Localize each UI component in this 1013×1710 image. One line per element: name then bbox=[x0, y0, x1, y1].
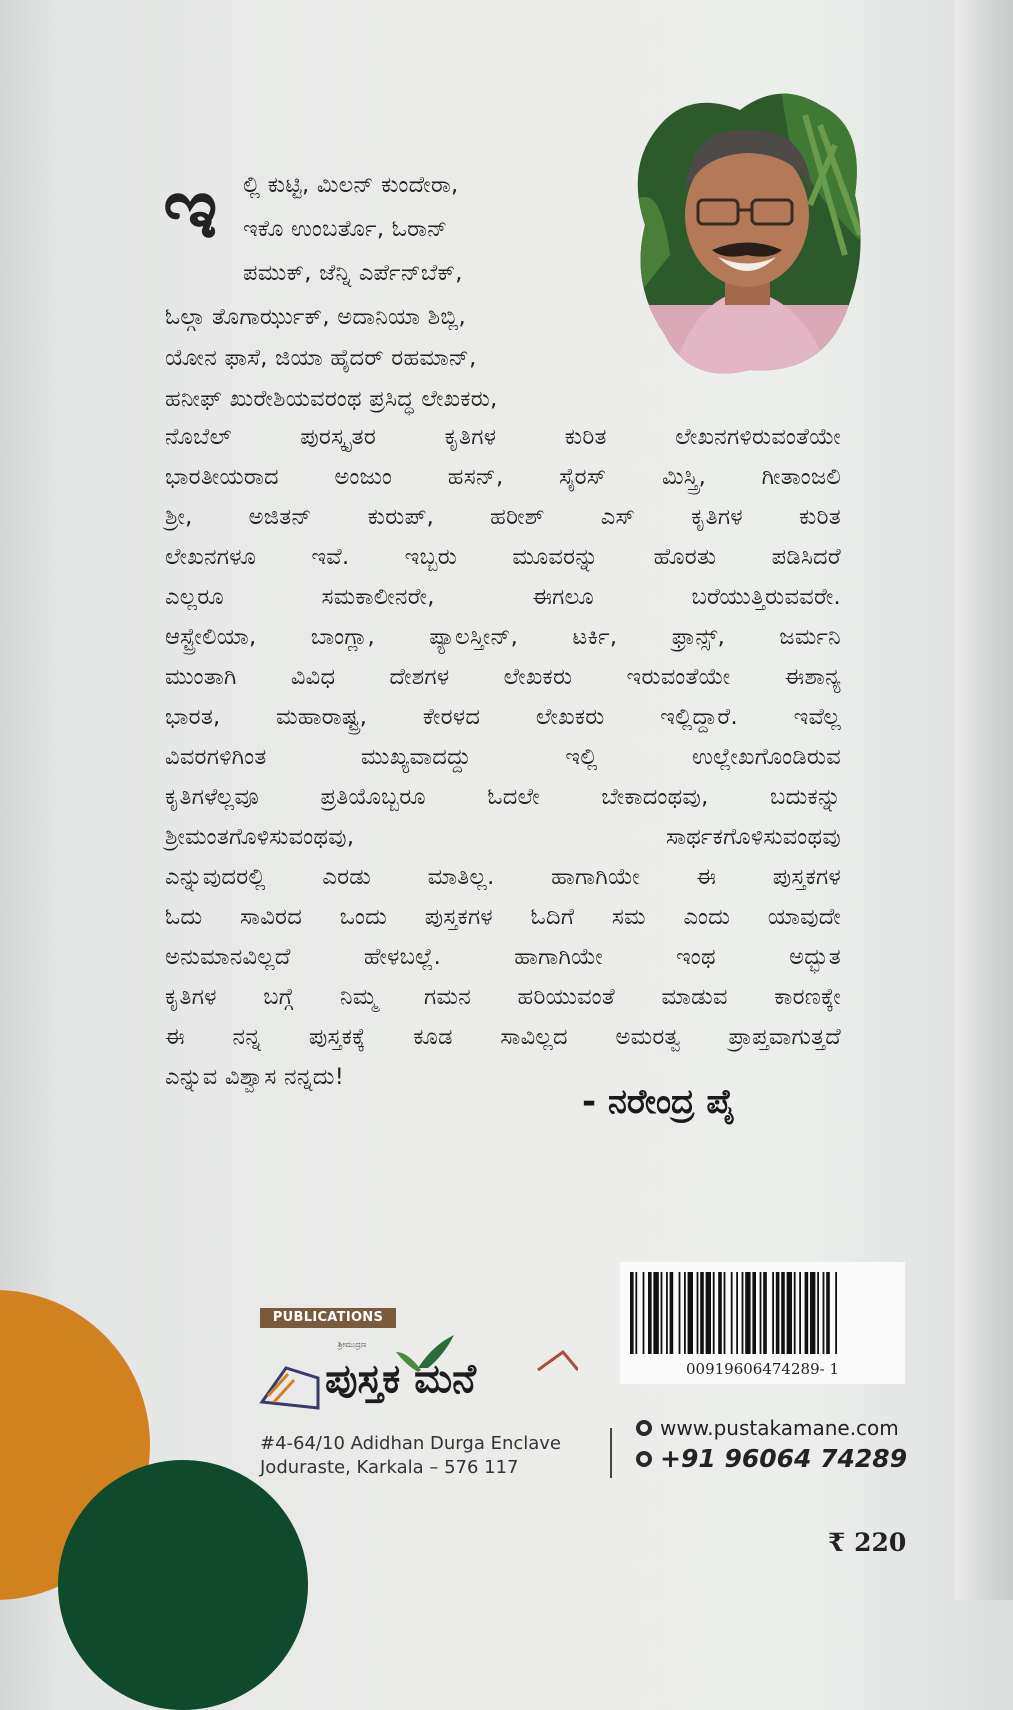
blurb-line: ನೊಬೆಲ್ ಪುರಸ್ಕೃತರ ಕೃತಿಗಳ ಕುರಿತ ಲೇಖನಗಳಿರುವಂತೆಯೇ bbox=[165, 424, 841, 450]
blurb-line: ಓದು ಸಾವಿರದ ಒಂದು ಪುಸ್ತಕಗಳ ಓದಿಗೆ ಸಮ ಎಂದು ಯಾವುದೇ bbox=[165, 904, 841, 930]
blurb-line: ವಿವರಗಳಿಗಿಂತ ಮುಖ್ಯವಾದದ್ದು ಇಲ್ಲಿ ಉಲ್ಲೇಖಗೊಂಡಿರುವ bbox=[165, 744, 841, 770]
blurb-line: ಈ ನನ್ನ ಪುಸ್ತಕಕ್ಕೆ ಕೂಡ ಸಾವಿಲ್ಲದ ಅಮರತ್ವ ಪ್ರಾಪ್ತವಾಗುತ್ತದೆ bbox=[165, 1024, 841, 1050]
barcode-bar bbox=[799, 1272, 801, 1354]
barcode-bar bbox=[742, 1272, 744, 1354]
barcode-bar bbox=[697, 1272, 699, 1354]
barcode-bar bbox=[745, 1272, 750, 1354]
barcode-bar bbox=[700, 1272, 704, 1354]
blurb-line: ಎಲ್ಲರೂ ಸಮಕಾಲೀನರೇ, ಈಗಲೂ ಬರೆಯುತ್ತಿರುವವರೇ. bbox=[165, 584, 841, 610]
barcode-bar bbox=[630, 1272, 634, 1354]
blurb-line: ಕೃತಿಗಳ ಬಗ್ಗೆ ನಿಮ್ಮ ಗಮನ ಹರಿಯುವಂತೆ ಮಾಡುವ ಕಾರಣಕ್ಕೇ bbox=[165, 984, 841, 1010]
phone-text: +91 96064 74289 bbox=[660, 1444, 908, 1473]
barcode-bar bbox=[776, 1272, 780, 1354]
phone-contact bbox=[636, 1444, 907, 1473]
blurb-line: ಇಕೊ ಉಂಬರ್ತೊ, ಓರಾನ್ bbox=[243, 216, 448, 242]
barcode-bar bbox=[760, 1272, 762, 1354]
blurb-line: ಶ್ರೀಮಂತಗೊಳಿಸುವಂಥವು, ಸಾರ್ಥಕಗೊಳಿಸುವಂಥವು bbox=[165, 824, 841, 850]
barcode-bar bbox=[787, 1272, 792, 1354]
barcode-bar bbox=[724, 1272, 726, 1354]
barcode-bar bbox=[805, 1272, 809, 1354]
blurb-line: ಓಲ್ಗಾ ತೊಗಾರ್ಝುಕ್, ಅದಾನಿಯಾ ಶಿಬ್ಲಿ, bbox=[165, 304, 466, 330]
decorative-green-circle bbox=[58, 1460, 308, 1710]
barcode-bar bbox=[706, 1272, 711, 1354]
publisher-address bbox=[260, 1432, 561, 1480]
blurb-line: ಎನ್ನುವ ವಿಶ್ವಾಸ ನನ್ನದು! bbox=[165, 1064, 345, 1090]
barcode-bar bbox=[752, 1272, 756, 1354]
blurb-line: ಕೃತಿಗಳೆಲ್ಲವೂ ಪ್ರತಿಯೊಬ್ಬರೂ ಓದಲೇ ಬೇಕಾದಂಥವು, ಬದುಕನ್ನು bbox=[165, 784, 841, 810]
publisher-name: ಪುಸ್ತಕ ಮನೆ bbox=[325, 1356, 477, 1402]
publisher-tagline: ಶ್ರೀಮುದ್ರಣ bbox=[338, 1340, 367, 1349]
barcode-bar bbox=[688, 1272, 693, 1354]
barcode-bar bbox=[826, 1272, 830, 1354]
barcode-bar bbox=[648, 1272, 652, 1354]
barcode-bar bbox=[835, 1272, 837, 1354]
blurb-line: ಭಾರತ, ಮಹಾರಾಷ್ಟ್ರ, ಕೇರಳದ ಲೇಖಕರು ಇಲ್ಲಿದ್ದಾರೆ. ಇವೆಲ್ಲ bbox=[165, 704, 841, 730]
book-spine-edge bbox=[955, 0, 1013, 1600]
blurb-line: ಪಮುಕ್, ಜೆನ್ನಿ ಎರ್ಪೆನ್‌ಬೆಕ್, bbox=[243, 260, 463, 286]
whatsapp-icon bbox=[636, 1451, 652, 1467]
barcode-bar bbox=[794, 1272, 796, 1354]
barcode-bar bbox=[679, 1272, 681, 1354]
barcode-bar bbox=[731, 1272, 733, 1354]
barcode-bar bbox=[661, 1272, 663, 1354]
website-text: www.pustakamane.com bbox=[660, 1416, 899, 1440]
barcode-bar bbox=[810, 1272, 815, 1354]
globe-icon bbox=[636, 1420, 652, 1436]
blurb-line: ಆಸ್ಟ್ರೇಲಿಯಾ, ಬಾಂಗ್ಲಾ, ಪ್ಯಾಲಸ್ತೀನ್, ಟರ್ಕಿ, ಫ್ರಾನ್ಸ್, ಜರ್ಮನಿ bbox=[165, 624, 841, 650]
barcode-bar bbox=[670, 1272, 674, 1354]
price-label: ₹ 220 bbox=[828, 1528, 907, 1557]
drop-cap: ಇ bbox=[163, 159, 218, 257]
blurb-line: ಎನ್ನುವುದರಲ್ಲಿ ಎರಡು ಮಾತಿಲ್ಲ. ಹಾಗಾಗಿಯೇ ಈ ಪುಸ್ತಕಗಳ bbox=[165, 864, 841, 890]
barcode-bar bbox=[653, 1272, 658, 1354]
barcode-bar bbox=[817, 1272, 819, 1354]
barcode-bar bbox=[666, 1272, 668, 1354]
publications-tag: PUBLICATIONS bbox=[260, 1308, 396, 1328]
blurb-line: ಭಾರತೀಯರಾದ ಅಂಜುಂ ಹಸನ್, ಸೈರಸ್ ಮಿಸ್ತ್ರಿ, ಗೀತಾಂಜಲಿ bbox=[165, 464, 841, 490]
barcode-bar bbox=[823, 1272, 825, 1354]
barcode-bar bbox=[781, 1272, 785, 1354]
website-contact bbox=[636, 1416, 899, 1440]
author-signature: - ನರೇಂದ್ರ ಪೈ bbox=[582, 1082, 736, 1122]
barcode bbox=[620, 1262, 905, 1384]
barcode-bars bbox=[620, 1262, 905, 1362]
barcode-bar bbox=[713, 1272, 715, 1354]
barcode-bar bbox=[772, 1272, 774, 1354]
barcode-bar bbox=[718, 1272, 722, 1354]
blurb-line: ಮುಂತಾಗಿ ವಿವಿಧ ದೇಶಗಳ ಲೇಖಕರು ಇರುವಂತೆಯೇ ಈಶಾನ್ಯ bbox=[165, 664, 841, 690]
barcode-bar bbox=[635, 1272, 637, 1354]
barcode-bar bbox=[643, 1272, 645, 1354]
barcode-bar bbox=[736, 1272, 738, 1354]
barcode-number: 00919606474289- 1 bbox=[686, 1360, 839, 1378]
blurb-line: ಶ್ರೀ, ಅಜಿತನ್ ಕುರುಪ್, ಹರೀಶ್ ಎಸ್ ಕೃತಿಗಳ ಕುರಿತ bbox=[165, 504, 841, 530]
author-photo bbox=[630, 85, 865, 385]
address-line-1: #4-64/10 Adidhan Durga Enclave bbox=[260, 1433, 562, 1454]
blurb-line: ಲೇಖನಗಳೂ ಇವೆ. ಇಬ್ಬರು ಮೂವರನ್ನು ಹೊರತು ಪಡಿಸಿದರೆ bbox=[165, 544, 841, 570]
blurb-line: ಅನುಮಾನವಿಲ್ಲದೆ ಹೇಳಬಲ್ಲೆ. ಹಾಗಾಗಿಯೇ ಇಂಥ ಅದ್ಭುತ bbox=[165, 944, 841, 970]
address-line-2: Joduraste, Karkala – 576 117 bbox=[260, 1457, 519, 1478]
blurb-line: ಲ್ಲಿ ಕುಟ್ಟಿ, ಮಿಲನ್ ಕುಂದೇರಾ, bbox=[243, 172, 459, 198]
blurb-line: ಹನೀಫ್ ಖುರೇಶಿಯವರಂಥ ಪ್ರಸಿದ್ಧ ಲೇಖಕರು, bbox=[165, 386, 498, 412]
divider bbox=[610, 1428, 612, 1478]
barcode-bar bbox=[763, 1272, 767, 1354]
barcode-bar bbox=[684, 1272, 686, 1354]
blurb-line: ಯೋನ ಫಾಸೆ, ಜಿಯಾ ಹೈದರ್ ರಹಮಾನ್, bbox=[165, 345, 477, 371]
